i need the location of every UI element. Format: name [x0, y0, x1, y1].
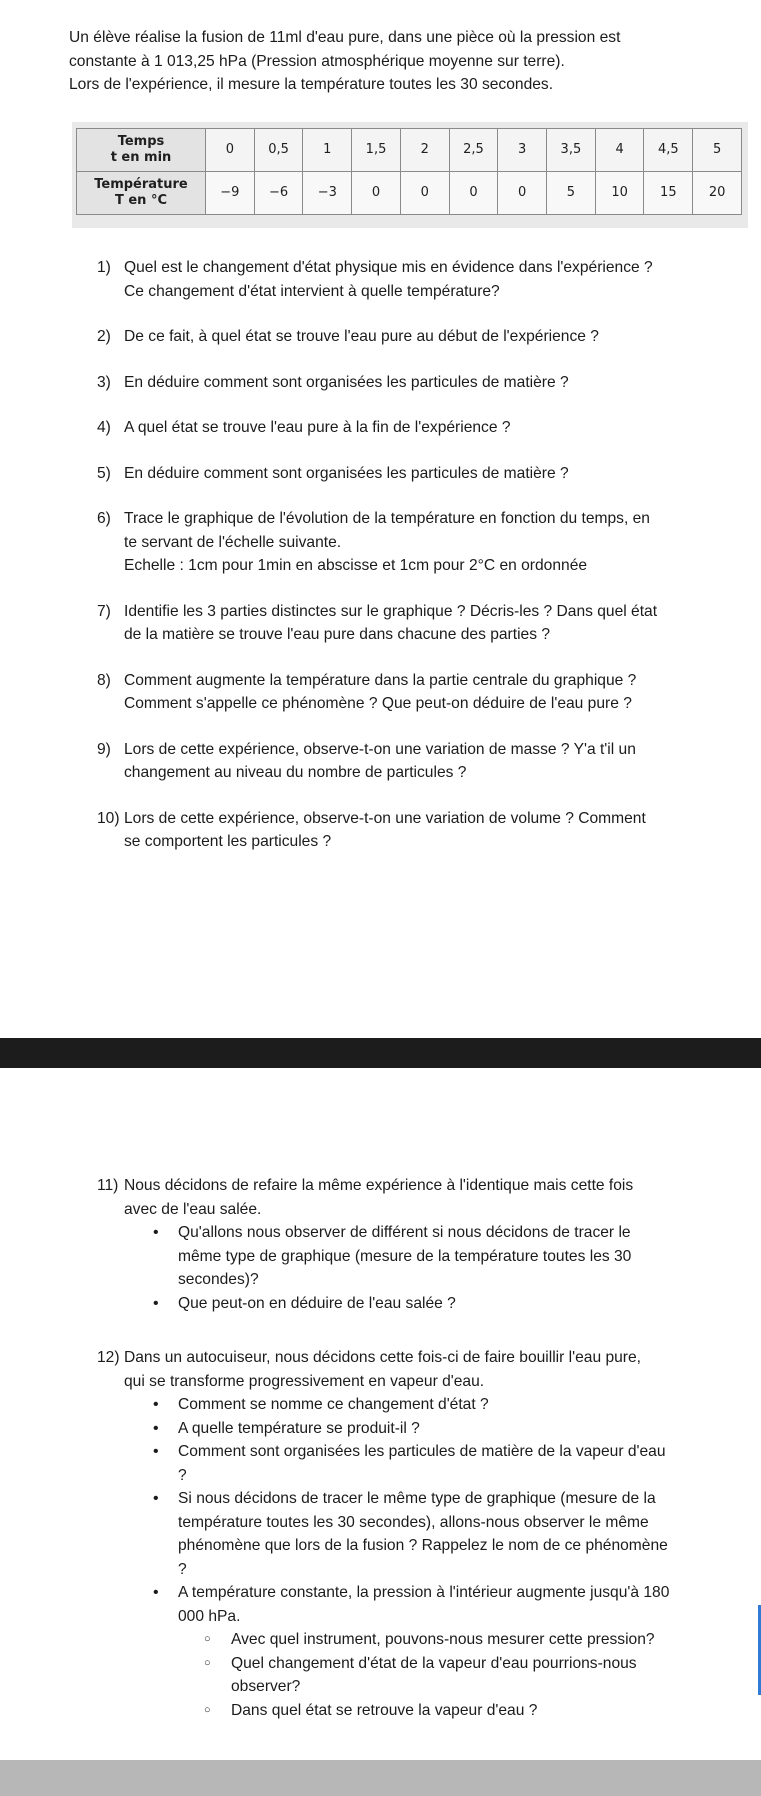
temperature-cell: −6 [254, 172, 303, 215]
bullet-item [178, 1221, 747, 1292]
bullet-line: • A température constante, la pression à l'intérieur augmente jusqu'à 180 [178, 1584, 670, 1601]
question-line: te servant de l'échelle suivante. [124, 533, 342, 551]
question-item [97, 807, 742, 854]
bullet-line: phénomène que lors de la fusion ? Rappelez le nom de ce phénomène [178, 1537, 668, 1554]
question-number: 5) [97, 464, 111, 482]
question-number: 9) [97, 740, 111, 758]
bullet-item [178, 1292, 747, 1316]
time-cell: 4 [595, 129, 644, 172]
bullet-item [178, 1440, 747, 1487]
time-cell: 1 [303, 129, 352, 172]
time-cell: 2,5 [449, 129, 498, 172]
temperature-row-header [77, 172, 206, 215]
sub-bullet-line: observer? [231, 1678, 301, 1695]
time-cell: 2 [400, 129, 449, 172]
temperature-header-unit: T en °C [114, 193, 168, 208]
intro-paragraph [69, 26, 739, 97]
bullet-line: • Que peut-on en déduire de l'eau salée ? [178, 1294, 456, 1312]
question-line: De ce fait, à quel état se trouve l'eau pure au début de l'expérience ? [124, 328, 599, 345]
bullet-item [178, 1417, 747, 1441]
question-11 [97, 1174, 747, 1315]
question-line: se comportent les particules ? [124, 833, 332, 850]
time-header-title: Temps [117, 134, 165, 149]
time-cell: 1,5 [352, 129, 401, 172]
time-row [77, 129, 742, 172]
sub-bullet-list [178, 1628, 747, 1722]
question-item [97, 600, 742, 647]
question-line: qui se transforme progressivement en vapeur d'eau. [124, 1372, 485, 1390]
intro-line: Lors de l'expérience, il mesure la température toutes les 30 secondes. [69, 76, 554, 93]
question-line: A quel état se trouve l'eau pure à la fin de l'expérience ? [124, 419, 511, 436]
time-header-unit: t en min [110, 150, 172, 165]
page-two [0, 1068, 761, 1760]
question-item [97, 416, 742, 440]
question-line: Nous décidons de refaire la même expérience à l'identique mais cette fois [124, 1177, 634, 1194]
bullet-line: • Qu'allons nous observer de différent si nous décidons de tracer le [178, 1224, 631, 1241]
bullet-line: température toutes les 30 secondes), allons-nous observer le même [178, 1513, 649, 1531]
time-cell: 0,5 [254, 129, 303, 172]
data-table-image [72, 122, 748, 228]
question-line: Quel est le changement d'état physique mis en évidence dans l'expérience ? [124, 259, 653, 276]
question-number: 10) [97, 809, 120, 827]
temperature-cell: −3 [303, 172, 352, 215]
question-item [97, 738, 742, 785]
question-12 [97, 1346, 747, 1722]
question-line: Lors de cette expérience, observe-t-on une variation de volume ? Comment [124, 809, 646, 827]
temperature-cell: 20 [693, 172, 742, 215]
sub-bullet-line: ○ Dans quel état se retrouve la vapeur d'eau ? [231, 1701, 538, 1719]
temperature-header-title: Température [94, 177, 188, 192]
page-separator [0, 1038, 761, 1068]
sub-bullet-item [231, 1652, 747, 1699]
bullet-list [97, 1393, 747, 1722]
intro-line: constante à 1 013,25 hPa (Pression atmosphérique moyenne sur terre). [69, 52, 565, 70]
temperature-cell: 0 [449, 172, 498, 215]
question-item [97, 371, 742, 395]
time-cell: 4,5 [644, 129, 693, 172]
question-line: Trace le graphique de l'évolution de la température en fonction du temps, en [124, 510, 650, 527]
time-cell: 5 [693, 129, 742, 172]
temperature-row [77, 172, 742, 215]
temperature-cell: −9 [206, 172, 255, 215]
question-number: 8) [97, 671, 111, 689]
question-number: 1) [97, 259, 111, 276]
question-line: Lors de cette expérience, observe-t-on une variation de masse ? Y'a t'il un [124, 740, 636, 758]
temperature-cell: 15 [644, 172, 693, 215]
question-number: 6) [97, 510, 111, 527]
question-item [97, 462, 742, 486]
temperature-table [76, 128, 742, 215]
temperature-cell: 0 [400, 172, 449, 215]
bullet-line: ? [178, 1560, 187, 1578]
time-cell: 0 [206, 129, 255, 172]
bullet-line: 000 hPa. [178, 1607, 241, 1625]
bullet-line: secondes)? [178, 1271, 259, 1288]
question-list [97, 256, 742, 854]
temperature-cell: 0 [352, 172, 401, 215]
intro-line: Un élève réalise la fusion de 11ml d'eau pure, dans une pièce où la pression est [69, 29, 621, 46]
question-line: Identifie les 3 parties distinctes sur le graphique ? Décris-les ? Dans quel état [124, 602, 658, 620]
question-item [97, 507, 742, 578]
question-number: 3) [97, 373, 111, 391]
question-line: En déduire comment sont organisées les particules de matière ? [124, 373, 569, 391]
bullet-item [178, 1487, 747, 1581]
sub-bullet-item [231, 1699, 747, 1723]
bullet-line: • Comment sont organisées les particules de matière de la vapeur d'eau [178, 1443, 666, 1460]
question-line: Echelle : 1cm pour 1min en abscisse et 1cm pour 2°C en ordonnée [124, 557, 588, 574]
time-cell: 3 [498, 129, 547, 172]
bullet-item [178, 1581, 747, 1722]
sub-bullet-item [231, 1628, 747, 1652]
question-line: changement au niveau du nombre de particules ? [124, 764, 467, 781]
question-number: 4) [97, 419, 111, 436]
question-line: de la matière se trouve l'eau pure dans chacune des parties ? [124, 626, 551, 643]
temperature-cell: 0 [498, 172, 547, 215]
question-number: 12) [97, 1349, 120, 1366]
sub-bullet-line: ○ Avec quel instrument, pouvons-nous mesurer cette pression? [231, 1631, 655, 1648]
time-row-header [77, 129, 206, 172]
question-12-text [97, 1346, 747, 1393]
question-line: Comment s'appelle ce phénomène ? Que peut-on déduire de l'eau pure ? [124, 695, 632, 712]
question-item [97, 669, 742, 716]
bullet-line: • Comment se nomme ce changement d'état ? [178, 1396, 489, 1413]
question-number: 7) [97, 602, 111, 620]
question-number: 2) [97, 328, 111, 345]
question-line: En déduire comment sont organisées les particules de matière ? [124, 464, 569, 482]
bullet-line: ? [178, 1466, 187, 1484]
bullet-line: • Si nous décidons de tracer le même type de graphique (mesure de la [178, 1490, 656, 1507]
bullet-list [97, 1221, 747, 1315]
question-line: Ce changement d'état intervient à quelle température? [124, 282, 500, 300]
question-line: Comment augmente la température dans la partie centrale du graphique ? [124, 671, 637, 689]
bottom-band [0, 1760, 761, 1796]
temperature-cell: 10 [595, 172, 644, 215]
question-item [97, 325, 742, 349]
question-line: avec de l'eau salée. [124, 1200, 262, 1218]
question-line: Dans un autocuiseur, nous décidons cette fois-ci de faire bouillir l'eau pure, [124, 1349, 642, 1366]
temperature-cell: 5 [547, 172, 596, 215]
time-cell: 3,5 [547, 129, 596, 172]
question-number: 11) [97, 1177, 119, 1194]
bullet-item [178, 1393, 747, 1417]
bullet-line: • A quelle température se produit-il ? [178, 1419, 420, 1437]
bullet-line: même type de graphique (mesure de la température toutes les 30 [178, 1247, 632, 1265]
sub-bullet-line: ○ Quel changement d'état de la vapeur d'eau pourrions-nous [231, 1654, 637, 1672]
question-11-text [97, 1174, 747, 1221]
question-item [97, 256, 742, 303]
